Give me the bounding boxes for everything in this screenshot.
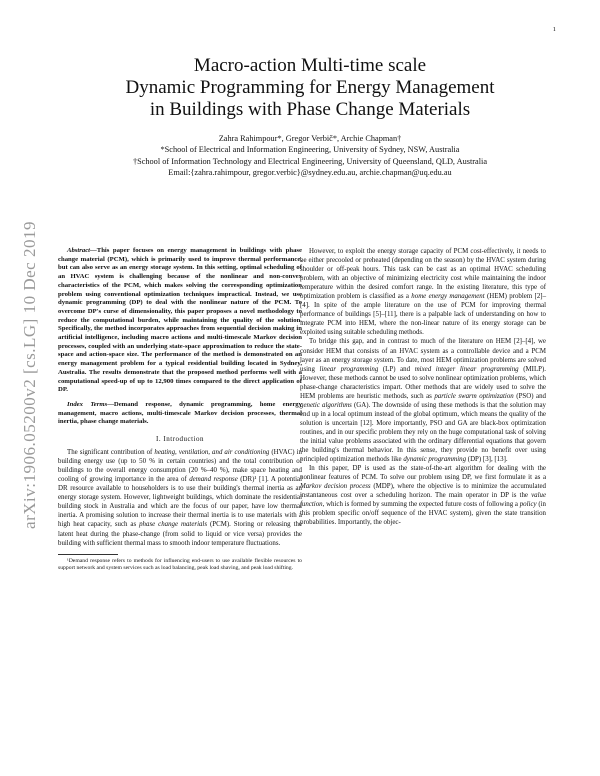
index-terms [58, 401, 302, 427]
intro-paragraph-1 [58, 448, 302, 548]
section-heading-introduction: I. Introduction [156, 435, 204, 444]
left-column [58, 247, 302, 572]
abstract [58, 247, 302, 395]
paper-header [60, 55, 560, 179]
text-run: (DR)¹ [1]. A potential DR resource available to householders is to use their building's thermal inertia as an energy storage system. However, lightweight buildings, which dominate the residential building stock in Australia and which are the focus of our paper, have low thermal inertia. A promising solution to increase their thermal inertia is to use materials with a high heat capacity, such as [58, 476, 303, 529]
text-run: (HVAC) in building energy use (up to 50 % in certain countries) and the total contribution of buildings to the overall energy consumption (20 %–40 %), make space heating and cooling of growing importance in the area of [58, 449, 303, 484]
italic-term: mixed integer linear programming [414, 365, 519, 373]
footnote-1: ¹Demand response refers to methods for influencing end-users to use available flexible resources to support network and system services such as load balancing, peak load shaving, and peak load shifting. [58, 557, 302, 572]
text-run: However, to exploit the energy storage capacity of PCM cost-effectively, it needs to be either precooled or preheated (depending on the season) by the HVAC system during shoulder or off-peak hours. This task can be cast as an optimal HVAC scheduling problem, with an objective of minimizing electricity cost while maintaining the indoor temperature within the desired comfort range. In the existing literature, this type of optimization problem is classified as a [300, 248, 546, 301]
abstract-text: —This paper focuses on energy management in buildings with phase change material (PCM), which is primarily used to improve thermal performance, but can also serve as an energy storage system. In this setting, optimal scheduling of an HVAC system is challenging because of the nonlinear and non-convex characteristics of the PCM, which makes solving the corresponding optimization problem using conventional optimization techniques impractical. Instead, we use dynamic programming (DP) to deal with the nonlinear nature of the PCM. To overcome DP's curse of dimensionality, this paper proposes a novel methodology to reduce the computational burden, while maintaining the quality of the solution. Specifically, the method incorporates approaches from sequential decision making in artificial intelligence, including macro actions and multi-timescale Markov decision processes, coupled with an underlying state-space approximation to reduce the state-space and action-space size. The performance of the method is demonstrated on an energy management problem for a typical residential building located in Sydney, Australia. The results demonstrate that the proposed method performs well with a computational speed-up of up to 12,900 times compared to the direct application of DP. [58, 247, 302, 394]
abstract-label: Abstract [67, 247, 91, 254]
intro-paragraph-4 [300, 464, 546, 527]
text-run: , which is formed by summing the expected future costs of following a [322, 501, 520, 509]
author-names: Zahra Rahimpour*, Gregor Verbič*, Archie Chapman† [218, 134, 402, 143]
italic-term: linear programming [319, 365, 379, 373]
text-run: (LP) and [378, 365, 415, 373]
index-terms-text: —Demand response, dynamic programming, home energy management, macro actions, multi-timescale Markov decision processes, thermal inertia, phase change materials. [58, 400, 302, 426]
text-run: The significant contribution of [67, 449, 155, 457]
italic-term: value function [300, 492, 546, 509]
title-line-3: in Buildings with Phase Change Materials [149, 99, 471, 120]
italic-term: policy [519, 501, 537, 509]
italic-term: phase change materials [139, 521, 208, 529]
text-run: To bridge this gap, and in contrast to much of the literature on HEM [2]–[4], we consider HEM that consists of an HVAC system as a controllable device and a PCM layer as an energy storage system. To date, most HEM optimization problems are solved using [300, 338, 546, 373]
arxiv-id: arXiv:1906.05200v2 [cs.LG] 10 Dec 2019 [20, 221, 39, 529]
italic-term: particle swarm optimization [434, 392, 514, 400]
intro-paragraph-2 [300, 247, 546, 337]
paper-title [60, 55, 560, 121]
italic-term: heating, ventilation, and air conditioning [154, 449, 270, 457]
affiliation-2: †School of Information Technology and Electrical Engineering, University of Queensland, QLD, Australia [132, 156, 488, 166]
arxiv-watermark [10, 210, 50, 540]
text-run: (MDP), where the objective is to minimize the accumulated instantaneous cost over a scheduling horizon. The main operator in DP is the [300, 483, 546, 500]
footnote-divider [58, 554, 118, 555]
title-line-2: Dynamic Programming for Energy Management [125, 77, 495, 98]
text-run: In this paper, DP is used as the state-of-the-art algorithm for dealing with the nonlinear features of PCM. To solve our problem using DP, we first formulate it as a [300, 465, 546, 482]
italic-term: genetic algorithms [300, 401, 352, 409]
intro-paragraph-3 [300, 337, 546, 464]
text-run: (HEM) problem [2]–[4]. In spite of the ample literature on the use of PCM for improving thermal performance of buildings [5]–[11], there is a palpable lack of understanding on how to integrate PCM into HEM, where the non-linear nature of its energy storage can be exploited using suitable scheduling methods. [300, 293, 547, 337]
email-line: Email:{zahra.rahimpour, gregor.verbic}@sydney.edu.au, archie.chapman@uq.edu.au [168, 168, 452, 178]
author-block [60, 133, 560, 179]
text-run: (MILP). However, these methods cannot be used to solve nonlinear optimization problems, which phase-change characteristics impart. Other methods that are widely used to solve the HEM problems are heuristic methods, such as [300, 365, 546, 400]
text-run: (DP) [3], [13]. [466, 456, 508, 464]
title-line-1: Macro-action Multi-time scale [193, 55, 427, 76]
page-number: 1 [552, 26, 556, 33]
italic-term: Markov decision process [300, 483, 371, 491]
right-column [300, 247, 546, 527]
affiliation-1: *School of Electrical and Information Engineering, University of Sydney, NSW, Australia [160, 145, 460, 155]
text-run: (in this problem specific on/off sequence of the HVAC system), given the state transition probabilities. Importantly, the objec- [300, 501, 546, 527]
text-run: (GA). The downside of using these methods is that the solution may end up in a local optimum instead of the global optimum, which means the quality of the solution is uncertain [12]. More importantly, PSO and GA are black-box optimization routines, and in our specific problem they rely on the huge computational task of solving the initial value problems associated with the ordinary differential equations that govern the building's thermal behavior. In this sense, they provide no benefit over using principled optimization methods like [300, 401, 546, 464]
text-run: (PSO) and [513, 392, 547, 400]
italic-term: dynamic programming [403, 456, 467, 464]
index-terms-label: Index Terms [67, 400, 108, 408]
italic-term: demand response [189, 476, 238, 484]
text-run: (PCM). Storing or releasing the latent heat during the phase-change (from solid to liquid or vice versa) provides the building with sufficient thermal mass to smooth indoor temperature fluctuations. [58, 521, 302, 547]
italic-term: home energy management [411, 293, 485, 301]
